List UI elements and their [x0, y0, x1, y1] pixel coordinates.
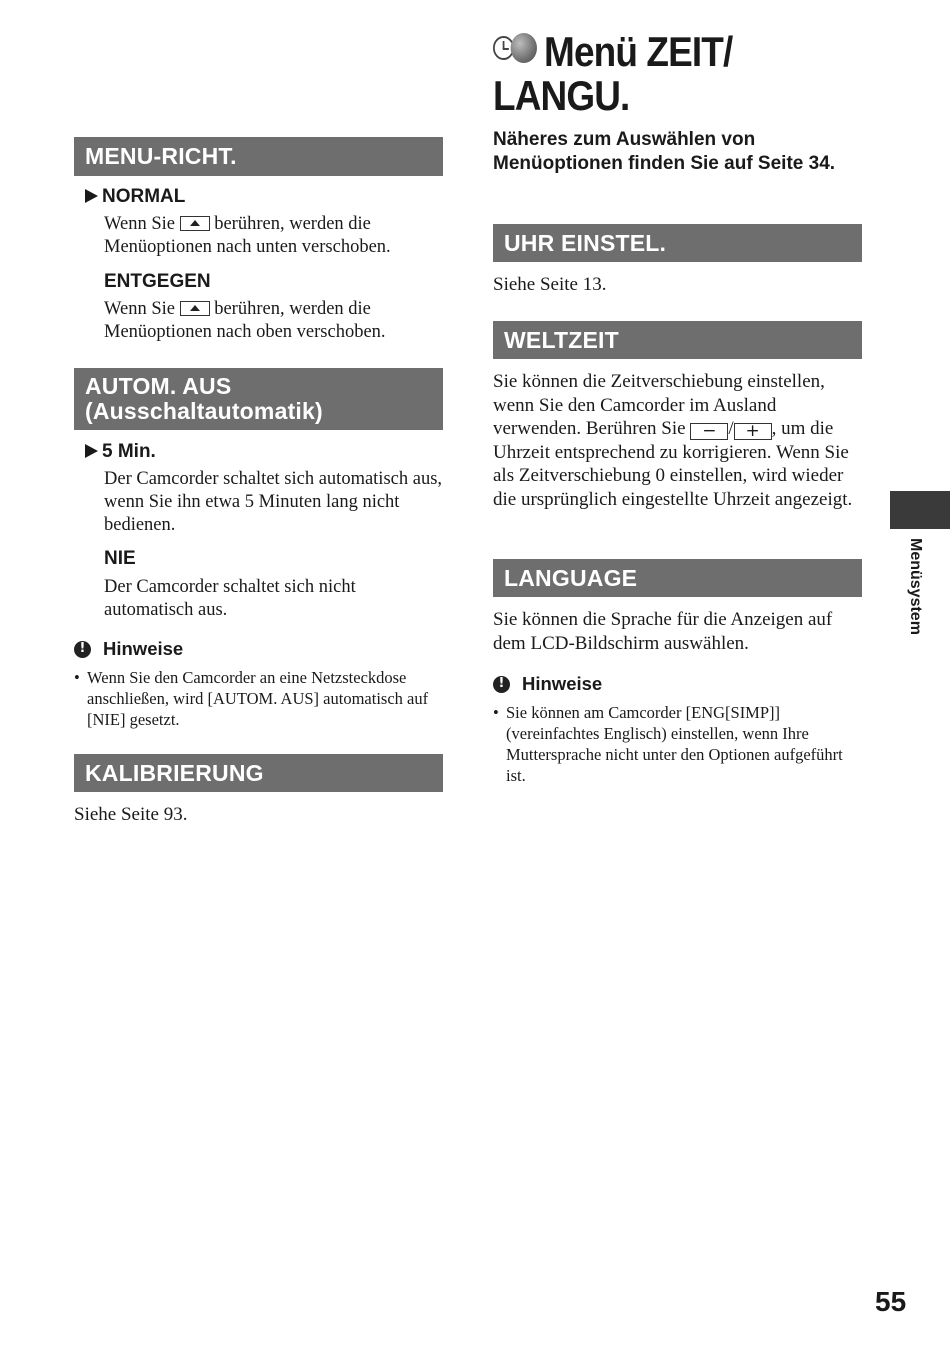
notes-title: Hinweise: [103, 638, 184, 659]
text-part: berühren, werden die: [214, 299, 371, 319]
plus-button-icon: +: [734, 423, 772, 440]
text-part: Wenn Sie: [104, 299, 175, 319]
section-title-line1: AUTOM. AUS: [85, 373, 232, 399]
text-part: Sie können die Zeitverschiebung einstellen, wenn Sie den Camcorder im Ausland verwenden. Berühren Sie: [493, 371, 825, 440]
triangle-right-icon: [85, 444, 98, 458]
section-header-menu-richt: [74, 137, 443, 176]
section-title: KALIBRIERUNG: [85, 759, 264, 786]
uhr-einstel-text: Siehe Seite 13.: [493, 274, 607, 295]
side-label: Menüsystem: [907, 538, 924, 635]
section-header-autom-aus: [74, 368, 443, 430]
section-title: MENU-RICHT.: [85, 143, 237, 169]
intro-text: Näheres zum Auswählen von Menüoptionen finden Sie auf Seite 34.: [493, 129, 836, 174]
page-title: [493, 30, 818, 118]
weltzeit-text: [493, 370, 862, 512]
kalibrierung-text: Siehe Seite 93.: [74, 804, 188, 825]
section-header-weltzeit: [493, 321, 862, 359]
caution-icon: !: [74, 641, 91, 658]
notes-heading: [493, 673, 602, 695]
option-title: NORMAL: [102, 186, 186, 207]
option-normal-text: [104, 213, 444, 259]
side-tab-marker: [890, 491, 950, 529]
note-item: • Sie können am Camcorder [ENG[SIMP]] (vereinfachtes Englisch) einstellen, wenn Ihre Muttersprache nicht unter den Optionen aufgeführt ist.: [506, 702, 862, 786]
section-header-language: [493, 559, 862, 597]
option-5-min: [85, 441, 156, 463]
section-title: WELTZEIT: [504, 326, 619, 353]
triangle-right-icon: [85, 189, 98, 203]
title-icons: [493, 33, 537, 63]
caution-icon: !: [493, 676, 510, 693]
minus-button-icon: −: [690, 423, 728, 440]
option-title: ENTGEGEN: [104, 271, 211, 292]
note-item: • Wenn Sie den Camcorder an eine Netzsteckdose anschließen, wird [AUTOM. AUS] automatisch auf [NIE] gesetzt.: [87, 667, 443, 730]
option-5-min-text: Der Camcorder schaltet sich automatisch aus, wenn Sie ihn etwa 5 Minuten lang nicht bedienen.: [104, 469, 443, 535]
option-nie: [104, 548, 136, 570]
notes-heading: [74, 638, 183, 660]
option-entgegen: [104, 271, 211, 293]
option-normal: [85, 186, 185, 208]
option-entgegen-text: [104, 298, 444, 344]
text-part: Menüoptionen nach oben verschoben.: [104, 322, 386, 342]
notes-title: Hinweise: [522, 673, 603, 694]
text-part: , um die Uhrzeit entsprechend zu korrigieren. Wenn Sie als Zeitverschiebung 0 einstellen, wird wieder die ursprünglich eingestellte Uhrzeit angezeigt.: [493, 418, 853, 510]
option-title: NIE: [104, 548, 136, 569]
section-title: LANGUAGE: [504, 564, 638, 591]
slash: /: [728, 418, 734, 440]
language-text: Sie können die Sprache für die Anzeigen auf dem LCD-Bildschirm auswählen.: [493, 609, 833, 654]
text-part: Menüoptionen nach unten verschoben.: [104, 237, 391, 257]
option-nie-text: Der Camcorder schaltet sich nicht automatisch aus.: [104, 577, 356, 620]
globe-icon: [511, 33, 537, 63]
up-arrow-button-icon: [180, 301, 210, 316]
text-part: berühren, werden die: [214, 214, 371, 234]
section-title-line2: (Ausschaltautomatik): [85, 398, 323, 424]
page-number: 55: [875, 1286, 907, 1317]
section-title: UHR EINSTEL.: [504, 229, 667, 256]
section-header-kalibrierung: [74, 754, 443, 792]
up-arrow-button-icon: [180, 216, 210, 231]
section-header-uhr-einstel: [493, 224, 862, 262]
option-title: 5 Min.: [102, 441, 156, 462]
page-title-line1: Menü ZEIT/: [544, 28, 733, 75]
page-title-line2: LANGU.: [493, 72, 630, 119]
text-part: Wenn Sie: [104, 214, 175, 234]
